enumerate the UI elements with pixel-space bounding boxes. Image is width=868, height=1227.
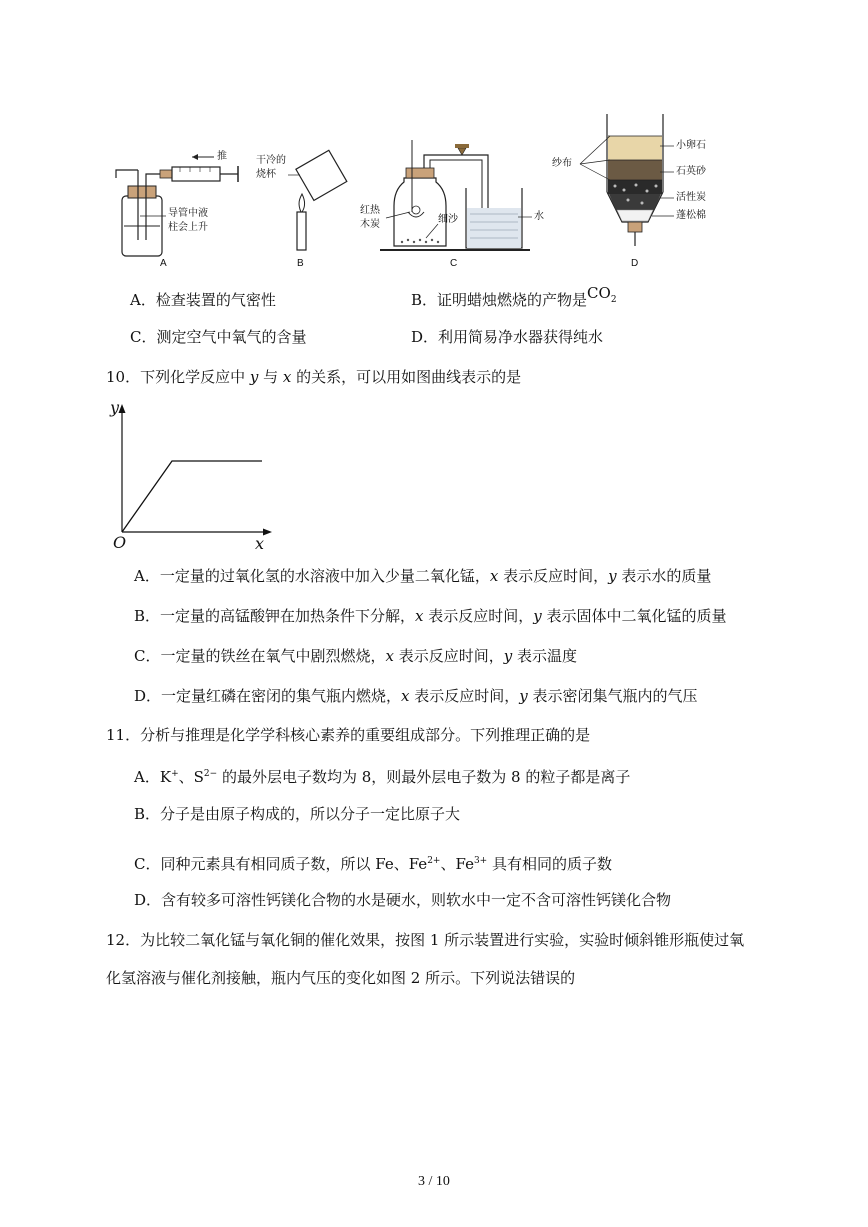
q9-option-d: D．利用简易净水器获得纯水: [411, 328, 604, 346]
q10-x-arrow: [263, 529, 272, 536]
q11-option-b: B．分子是由原子构成的，所以分子一定比原子大: [134, 805, 461, 823]
figure-d-caption: D: [631, 258, 639, 269]
q11-option-d: D．含有较多可溶性钙镁化合物的水是硬水，则软水中一定不含可溶性钙镁化合物: [134, 891, 672, 909]
tube-label-line2: 柱会上升: [168, 222, 208, 233]
q11-option-a: A．K+、$S^{2-}$ 的最外层电子数均为 8，则最外层电子数为 8 的粒子都是离子: [134, 768, 631, 786]
q10-option-a: A．一定量的过氧化氢的水溶液中加入少量二氧化锰，x 表示反应时间，y 表示水的质量: [134, 567, 712, 585]
q9-option-a: A．检查装置的气密性: [130, 291, 276, 309]
push-label: 推: [217, 151, 227, 162]
q10-stem: 10．下列化学反应中 y 与 x 的关系，可以用如图曲线表示的是: [106, 368, 522, 386]
q10-option-d: D．一定量红磷在密闭的集气瓶内燃烧，x 表示反应时间，y 表示密闭集气瓶内的气压: [134, 687, 698, 705]
layer-activated-carbon-label: 活性炭: [676, 192, 706, 203]
q10-curve: [122, 461, 262, 532]
q10-x-axis-label: x: [255, 534, 265, 553]
figure-b-caption: B: [297, 258, 304, 269]
charcoal-label-line1: 红热: [360, 205, 380, 216]
co2-formula: $CO_2$: [587, 284, 617, 305]
layer-cotton-label: 蓬松棉: [676, 210, 706, 221]
q12-stem-line2: 化氢溶液与催化剂接触，瓶内气压的变化如图 2 所示。下列说法错误的: [106, 969, 576, 987]
q11-option-c: C．同种元素具有相同质子数，所以 Fe、$Fe^{2+}$、$Fe^{3+}$ 具有相同的质子数: [134, 855, 613, 873]
tube-label-line1: 导管中液: [168, 208, 208, 219]
q10-y-arrow: [119, 404, 126, 413]
figure-a-caption: A: [160, 258, 167, 269]
charcoal-label-line2: 木炭: [360, 219, 380, 230]
beaker-label-line1: 干冷的: [256, 155, 286, 166]
q12-stem-line1: 12．为比较二氧化锰与氧化铜的催化效果，按图 1 所示装置进行实验，实验时倾斜锥形瓶使过氧: [106, 931, 745, 949]
page-number: 3 / 10: [418, 1174, 450, 1189]
q9-option-b: B．证明蜡烛燃烧的产物是$CO_2$: [411, 284, 617, 309]
layer-quartz-sand-label: 石英砂: [676, 166, 706, 177]
q9-option-c: C．测定空气中氧气的含量: [130, 328, 307, 346]
q10-origin-label: O: [113, 533, 127, 552]
q11-stem: 11．分析与推理是化学学科核心素养的重要组成部分。下列推理正确的是: [106, 726, 591, 744]
q10-option-c: C．一定量的铁丝在氧气中剧烈燃烧，x 表示反应时间，y 表示温度: [134, 647, 577, 665]
gauze-label: 纱布: [552, 158, 572, 169]
sand-label: 细沙: [438, 214, 458, 225]
q10-y-axis-label: y: [110, 398, 120, 417]
figure-c-caption: C: [450, 258, 458, 269]
beaker-label-line2: 烧杯: [256, 169, 276, 180]
q10-option-b: B．一定量的高锰酸钾在加热条件下分解，x 表示反应时间，y 表示固体中二氧化锰的质量: [134, 607, 727, 625]
layer-pebbles-label: 小卵石: [676, 140, 706, 151]
water-label: 水: [534, 211, 544, 222]
